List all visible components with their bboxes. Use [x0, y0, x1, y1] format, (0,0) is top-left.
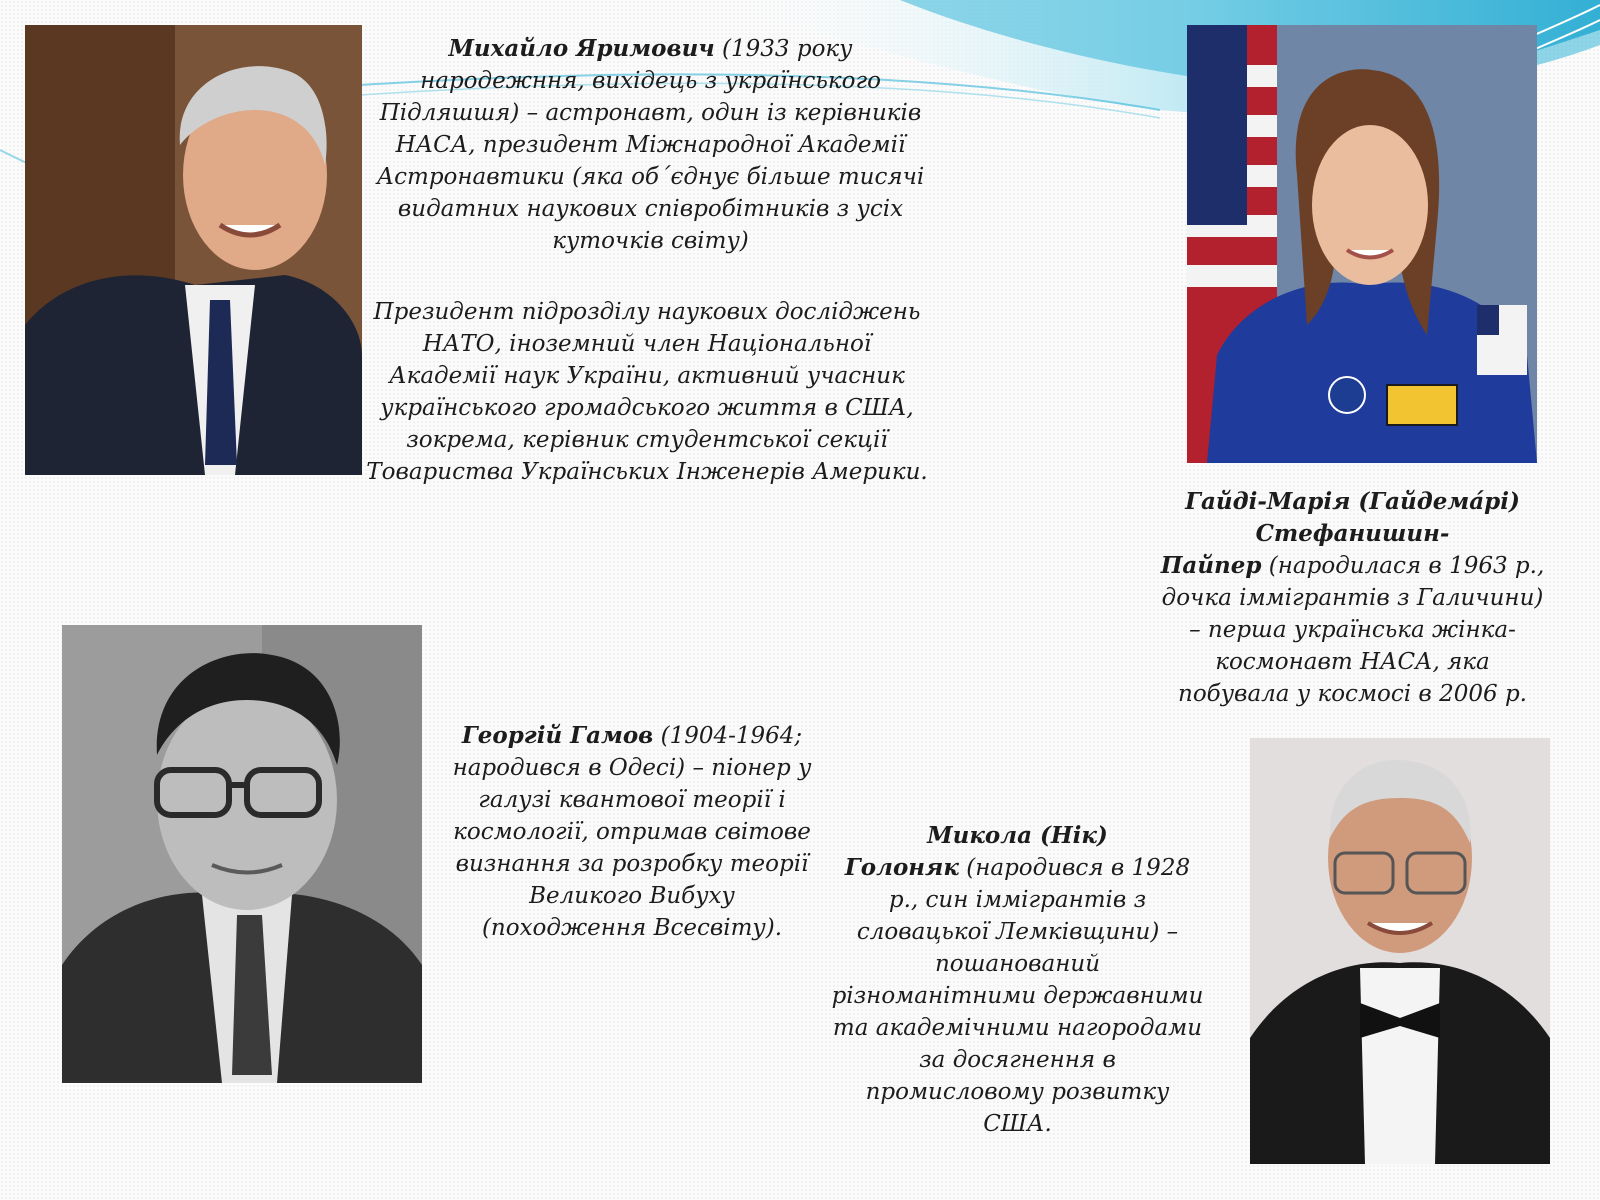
name-piper-2: Стефанишин-: [1255, 520, 1450, 547]
name-holonyak-1: Микола (Нік): [927, 822, 1108, 849]
name-yarymovych: Михайло Яримович: [448, 35, 715, 62]
photo-holonyak: [1250, 738, 1550, 1164]
photo-yarymovych: [25, 25, 362, 475]
caption-piper: [1160, 486, 1545, 710]
name-piper-3: Пайпер: [1160, 552, 1262, 579]
name-holonyak-2: Голоняк: [844, 854, 959, 881]
caption-gamov: [452, 720, 812, 944]
name-piper-1: Гайді-Марія (Гайдема́рі): [1185, 488, 1520, 515]
photo-piper: [1187, 25, 1537, 463]
caption-yarymovych-2: [366, 296, 928, 488]
bio-yarymovych-2: Президент підрозділу наукових досліджень НАТО, іноземний член Національної Академії наук України, активний учасник українського громадського життя в США, зокрема, керівник студентської секції Товариства Українських Інженерів Америки.: [366, 299, 928, 485]
caption-yarymovych: [368, 33, 933, 257]
name-gamov: Георгій Гамов: [461, 722, 654, 749]
bio-gamov: (1904-1964; народився в Одесі) – піонер у галузі квантової теорії і космології, отримав світове визнання за розробку теорії Великого Вибуху (походження Всесвіту).: [452, 723, 812, 941]
bio-yarymovych: (1933 року народежння, вихідець з українського Підляшшя) – астронавт, один із керівників НАСА, президент Міжнародної Академії Астронавтики (яка об´єднує більше тисячі видатних наукових співробітників з усіх куточків світу): [376, 36, 925, 254]
photo-gamov: [62, 625, 422, 1083]
bio-holonyak: (народився в 1928 р., син іммігрантів з словацької Лемківщини) – пошанований різноманітними державними та академічними нагородами за досягнення в промисловому розвитку США.: [831, 855, 1204, 1137]
caption-holonyak: [830, 820, 1205, 1140]
bio-piper: (народилася в 1963 р., дочка іммігрантів з Галичини) – перша українська жінка-космонавт НАСА, яка побувала у космосі в 2006 р.: [1161, 553, 1545, 707]
